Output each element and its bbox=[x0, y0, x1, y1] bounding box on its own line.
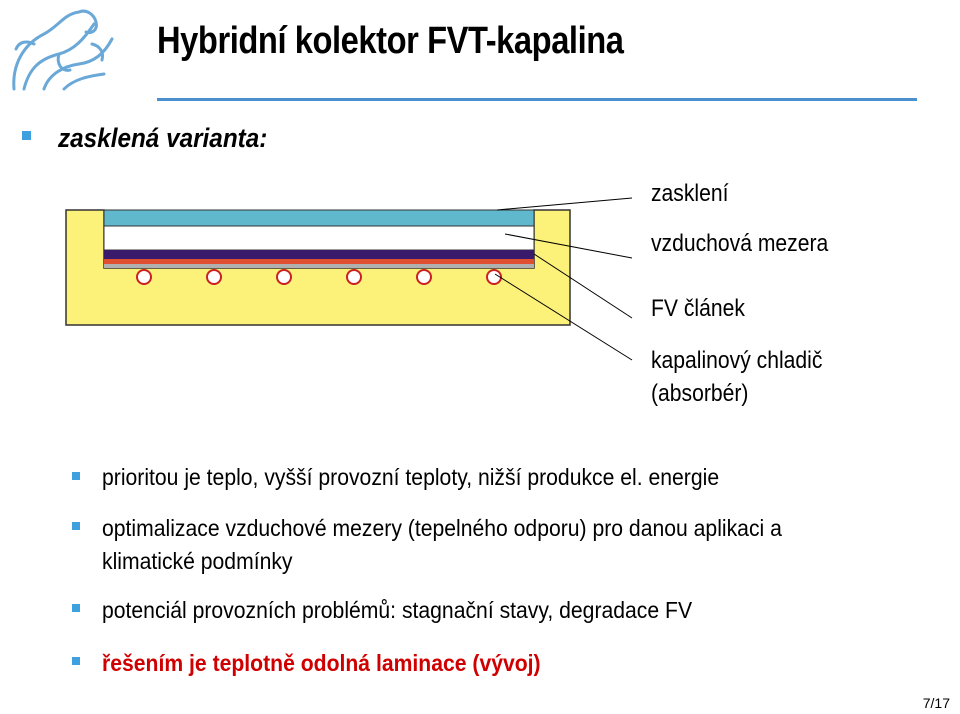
label-air-gap: vzduchová mezera bbox=[651, 230, 829, 257]
page-title: Hybridní kolektor FVT-kapalina bbox=[157, 20, 624, 62]
label-pv-cell: FV článek bbox=[651, 295, 745, 322]
bullet-icon bbox=[72, 657, 80, 665]
label-glazing: zasklení bbox=[651, 180, 729, 207]
section-heading: zasklená varianta: bbox=[58, 123, 268, 153]
bullet-icon bbox=[72, 604, 80, 612]
bullet-icon bbox=[72, 472, 80, 480]
point-2: optimalizace vzduchové mezery (tepelného odporu) pro danou aplikaci a bbox=[102, 515, 782, 541]
bullet-icon bbox=[72, 522, 80, 530]
point-4: řešením je teplotně odolná laminace (vývoj) bbox=[102, 650, 541, 676]
point-2-cont: klimatické podmínky bbox=[102, 548, 293, 574]
page-number: 7/17 bbox=[922, 695, 950, 711]
label-absorber: kapalinový chladič bbox=[651, 347, 823, 374]
label-absorber-sub: (absorbér) bbox=[651, 380, 749, 407]
point-1: prioritou je teplo, vyšší provozní teploty, nižší produkce el. energie bbox=[102, 464, 720, 490]
point-3: potenciál provozních problémů: stagnační stavy, degradace FV bbox=[102, 597, 693, 623]
